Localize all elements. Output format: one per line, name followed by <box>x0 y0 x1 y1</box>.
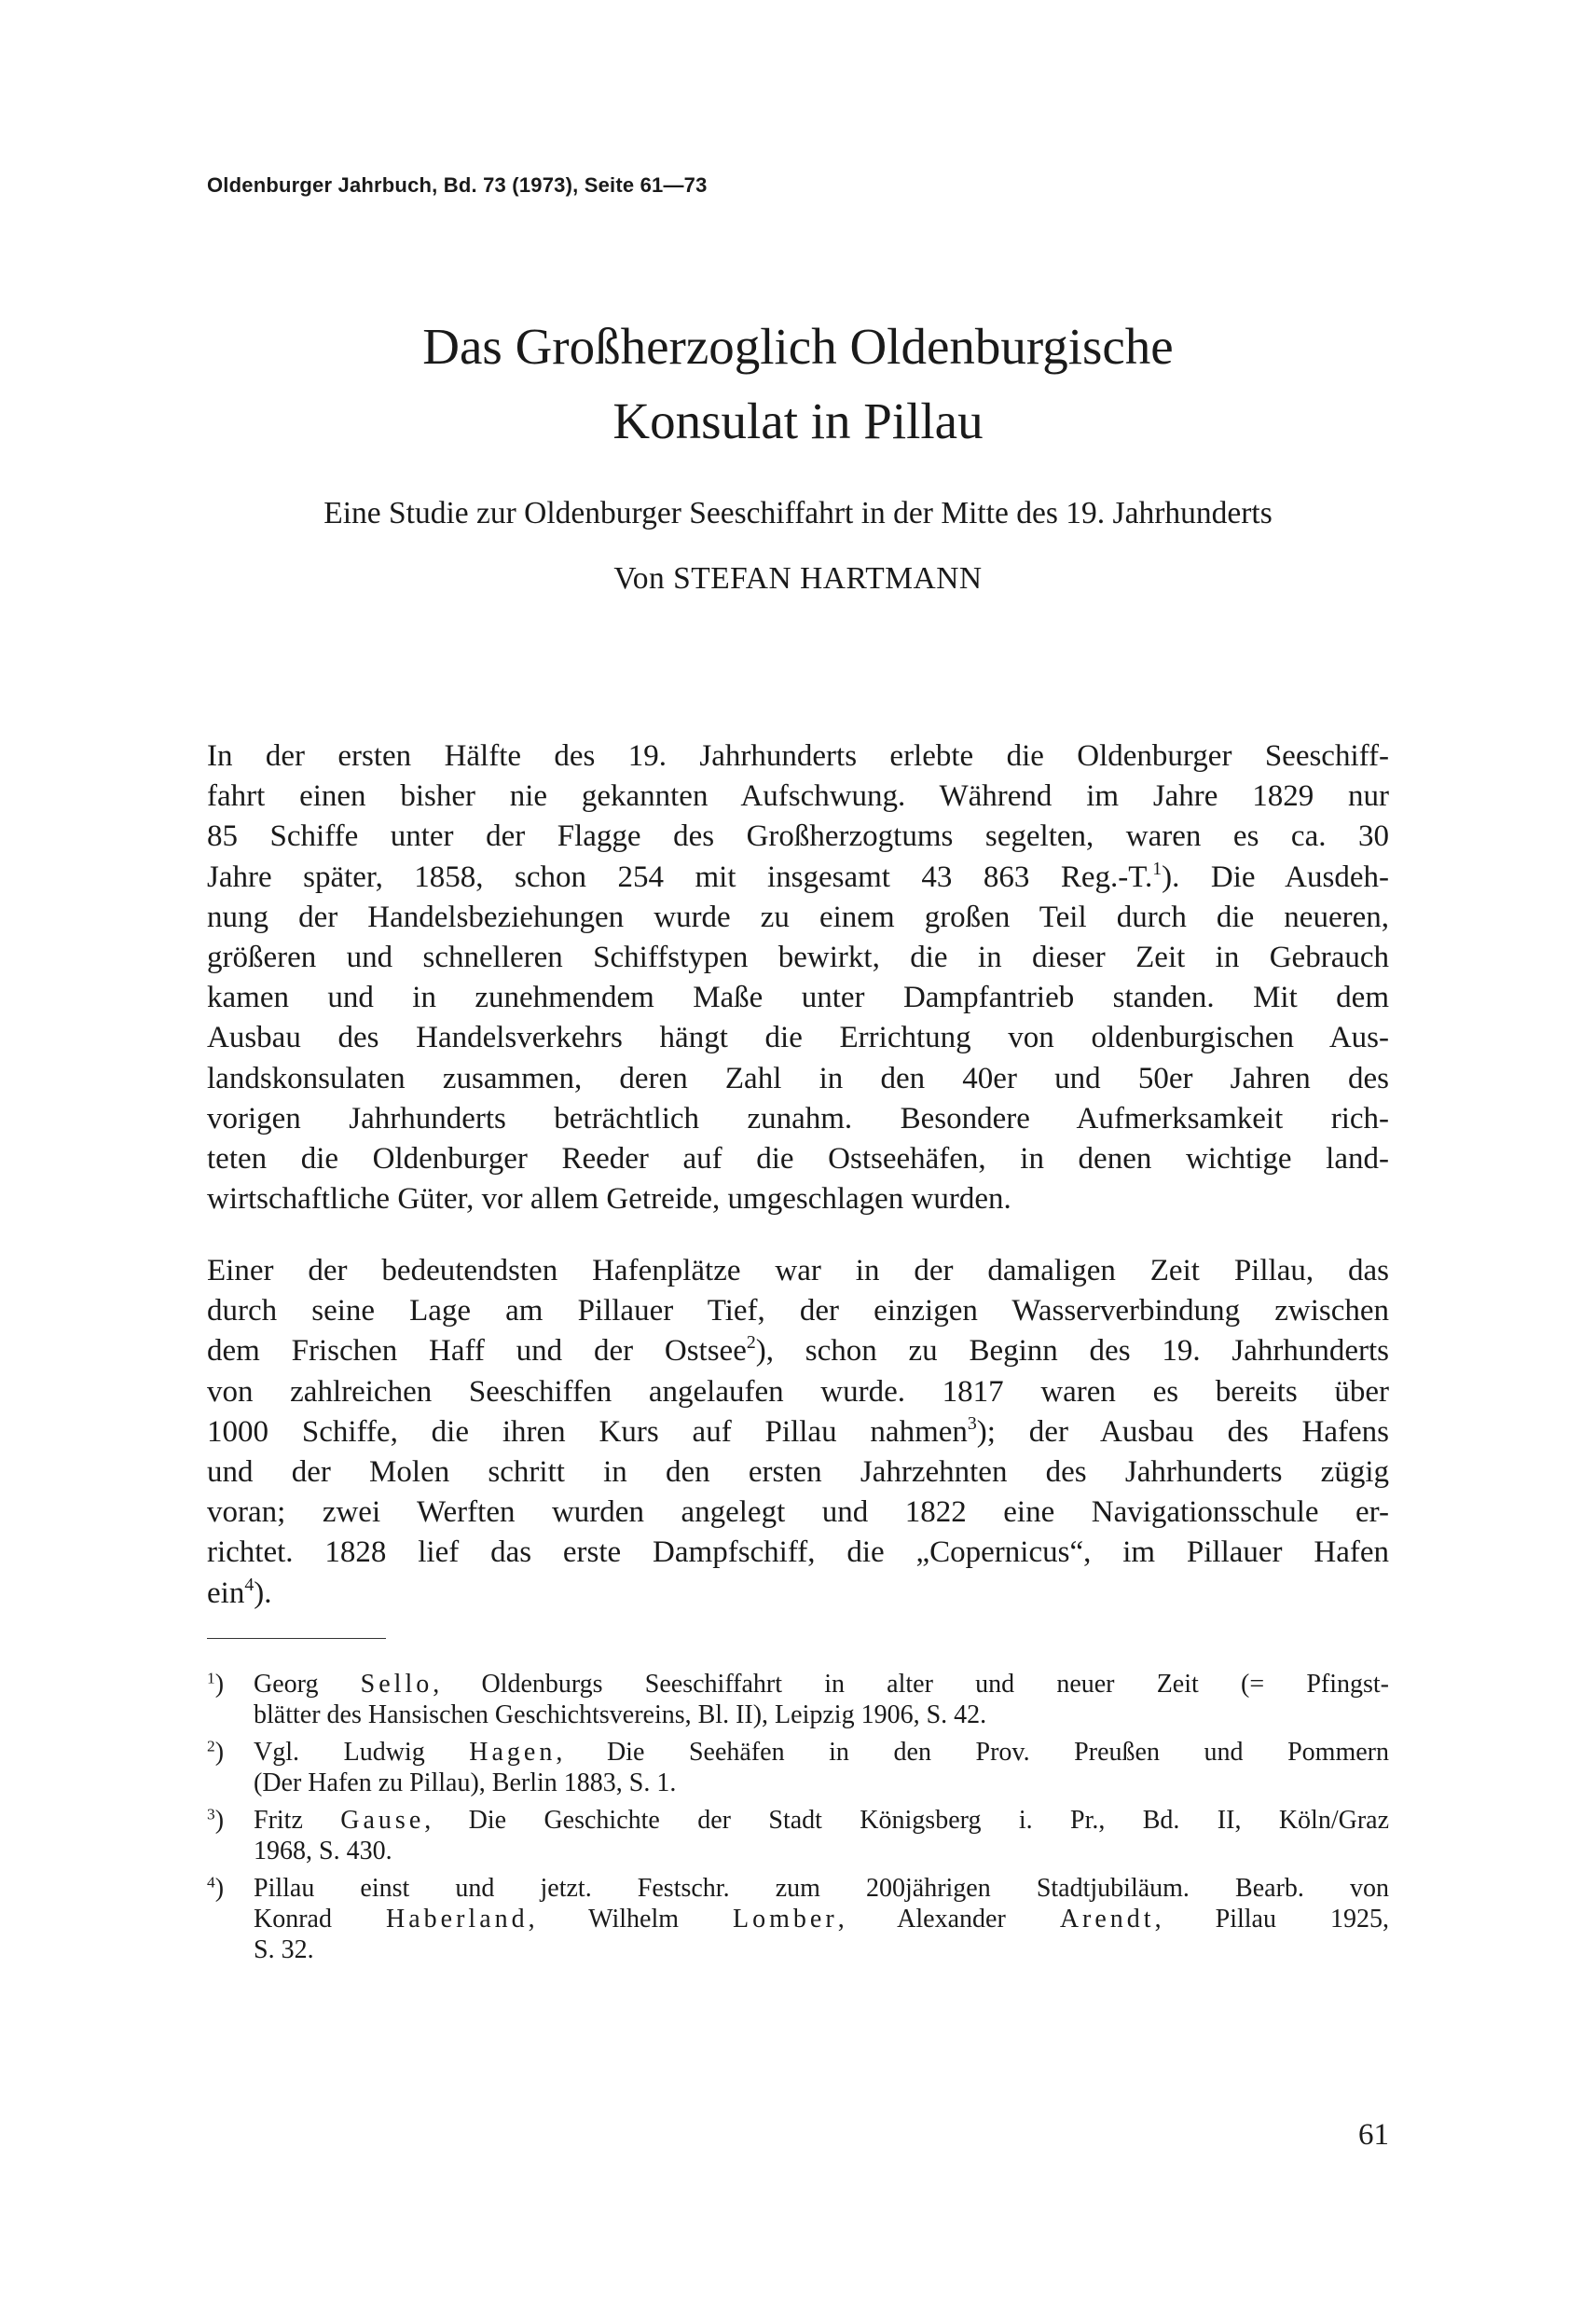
text-segment: Jahre später, 1858, schon 254 mit insgesamt 43 863 Reg.-T. <box>207 860 1153 894</box>
footnote-number: 4 <box>207 1873 215 1892</box>
paragraph-line: von zahlreichen Seeschiffen angelaufen wurde. 1817 waren es bereits über <box>207 1374 1389 1409</box>
paragraph-line: kamen und in zunehmendem Maße unter Dampfantrieb standen. Mit dem <box>207 981 1389 1015</box>
text-segment: ). <box>254 1576 272 1610</box>
footnotes <box>207 1669 1389 1972</box>
author-byline: Von STEFAN HARTMANN <box>613 561 983 596</box>
footnote-4 <box>207 1873 1389 1965</box>
paragraph-line: richtet. 1828 lief das erste Dampfschiff, die „Copernicus“, im Pillauer Hafen <box>207 1535 1389 1570</box>
page-number: 61 <box>1358 2118 1389 2152</box>
footnote-reference: 3 <box>967 1412 977 1434</box>
text-segment: Georg <box>254 1670 361 1699</box>
footnote-3 <box>207 1805 1389 1866</box>
author-name: Sello <box>360 1670 433 1699</box>
footnote-2 <box>207 1737 1389 1798</box>
footnote-marker: $^1$) <box>207 1669 225 1699</box>
article-subtitle: Eine Studie zur Oldenburger Seeschiffahrt in der Mitte des 19. Jahrhunderts <box>323 496 1273 530</box>
paragraph-line: teten die Oldenburger Reeder auf die Ostseehäfen, in denen wichtige land- <box>207 1142 1389 1177</box>
text-segment: Fritz <box>254 1806 341 1835</box>
article-title-line-2: Konsulat in Pillau <box>612 392 984 449</box>
text-segment: , Die Seehäfen in den Prov. Preußen und Pommern <box>556 1738 1389 1767</box>
paragraph-line: fahrt einen bisher nie gekannten Aufschwung. Während im Jahre 1829 nur <box>207 779 1389 814</box>
running-header: Oldenburger Jahrbuch, Bd. 73 (1973), Seite 61—73 <box>207 173 708 197</box>
footnote-line: 1968, S. 430. <box>254 1837 392 1865</box>
footnote-reference: 2 <box>746 1332 756 1354</box>
paragraph-line <box>207 1574 1389 1614</box>
paragraph-line: voran; zwei Werften wurden angelegt und 1822 eine Navigationsschule er- <box>207 1495 1389 1530</box>
footnote-separator <box>207 1638 386 1639</box>
text-segment: dem Frischen Haff und der Ostsee <box>207 1334 747 1369</box>
author-name: Arendt <box>1059 1905 1155 1934</box>
footnote-marker: $^2$) <box>207 1737 225 1767</box>
paragraph-line: In der ersten Hälfte des 19. Jahrhunderts erlebte die Oldenburger Seeschiff- <box>207 739 1389 773</box>
paragraph-line: Ausbau des Handelsverkehrs hängt die Errichtung von oldenburgischen Aus- <box>207 1021 1389 1055</box>
footnote-number: 2 <box>207 1737 215 1755</box>
text-segment: ); der Ausbau des Hafens <box>976 1414 1389 1449</box>
text-segment: Vgl. Ludwig <box>254 1738 470 1767</box>
paragraph-line <box>207 858 1389 898</box>
text-segment: , Oldenburgs Seeschiffahrt in alter und neuer Zeit (= Pfingst- <box>433 1670 1389 1699</box>
author-name: Gause <box>340 1806 425 1835</box>
paragraph-line <box>207 1412 1389 1452</box>
paragraph-line: 85 Schiffe unter der Flagge des Großherzogtums segelten, waren es ca. 30 <box>207 819 1389 854</box>
text-segment: , Pillau 1925, <box>1154 1905 1389 1934</box>
footnote-reference: 1 <box>1152 858 1163 879</box>
footnote-line: Pillau einst und jetzt. Festschr. zum 200jährigen Stadtjubiläum. Bearb. von <box>254 1874 1389 1903</box>
paragraph-2 <box>207 1251 1389 1614</box>
text-segment: 1000 Schiffe, die ihren Kurs auf Pillau nahmen <box>207 1414 968 1449</box>
text-segment: ), schon zu Beginn des 19. Jahrhunderts <box>755 1334 1389 1369</box>
footnote-reference: 4 <box>244 1574 255 1595</box>
text-segment: , Die Geschichte der Stadt Königsberg i. Pr., Bd. II, Köln/Graz <box>424 1806 1390 1835</box>
footnote-line <box>254 1737 1389 1768</box>
text-segment: ein <box>207 1576 245 1610</box>
footnote-number: 3 <box>207 1805 215 1823</box>
footnote-line: (Der Hafen zu Pillau), Berlin 1883, S. 1. <box>254 1768 677 1797</box>
footnote-1 <box>207 1669 1389 1730</box>
footnote-line <box>254 1904 1389 1934</box>
footnote-marker: $^4$) <box>207 1873 225 1903</box>
paragraph-line <box>207 1331 1389 1371</box>
footnote-line: S. 32. <box>254 1935 314 1964</box>
text-segment: ). Die Ausdeh- <box>1162 860 1389 894</box>
footnote-line: blätter des Hansischen Geschichtsvereins, Bl. II), Leipzig 1906, S. 42. <box>254 1700 987 1729</box>
paragraph-line: vorigen Jahrhunderts beträchtlich zunahm. Besondere Aufmerksamkeit rich- <box>207 1101 1389 1135</box>
footnote-line <box>254 1669 1389 1700</box>
text-segment: , Alexander <box>837 1905 1060 1934</box>
paragraph-line: und der Molen schritt in den ersten Jahrzehnten des Jahrhunderts zügig <box>207 1455 1389 1490</box>
paragraph-line: landskonsulaten zusammen, deren Zahl in den 40er und 50er Jahren des <box>207 1061 1389 1095</box>
footnote-marker: $^3$) <box>207 1805 225 1835</box>
author-name: Haberland <box>386 1905 529 1934</box>
paragraph-line: nung der Handelsbeziehungen wurde zu einem großen Teil durch die neueren, <box>207 900 1389 934</box>
article-title-line-1: Das Großherzoglich Oldenburgische <box>422 318 1174 375</box>
author-name: Lomber <box>733 1905 838 1934</box>
text-segment: , Wilhelm <box>528 1905 734 1934</box>
paragraph-line: Einer der bedeutendsten Hafenplätze war in der damaligen Zeit Pillau, das <box>207 1254 1389 1287</box>
footnote-line <box>254 1805 1389 1836</box>
footnote-number: 1 <box>207 1669 215 1687</box>
paragraph-line: größeren und schnelleren Schiffstypen bewirkt, die in dieser Zeit in Gebrauch <box>207 941 1389 975</box>
paragraph-line: durch seine Lage am Pillauer Tief, der einzigen Wasserverbindung zwischen <box>207 1294 1389 1328</box>
text-segment: Konrad <box>254 1905 387 1934</box>
paragraph-line: wirtschaftliche Güter, vor allem Getreide, umgeschlagen wurden. <box>207 1182 1011 1217</box>
paragraph-1 <box>207 736 1389 1219</box>
author-name: Hagen <box>469 1738 557 1767</box>
